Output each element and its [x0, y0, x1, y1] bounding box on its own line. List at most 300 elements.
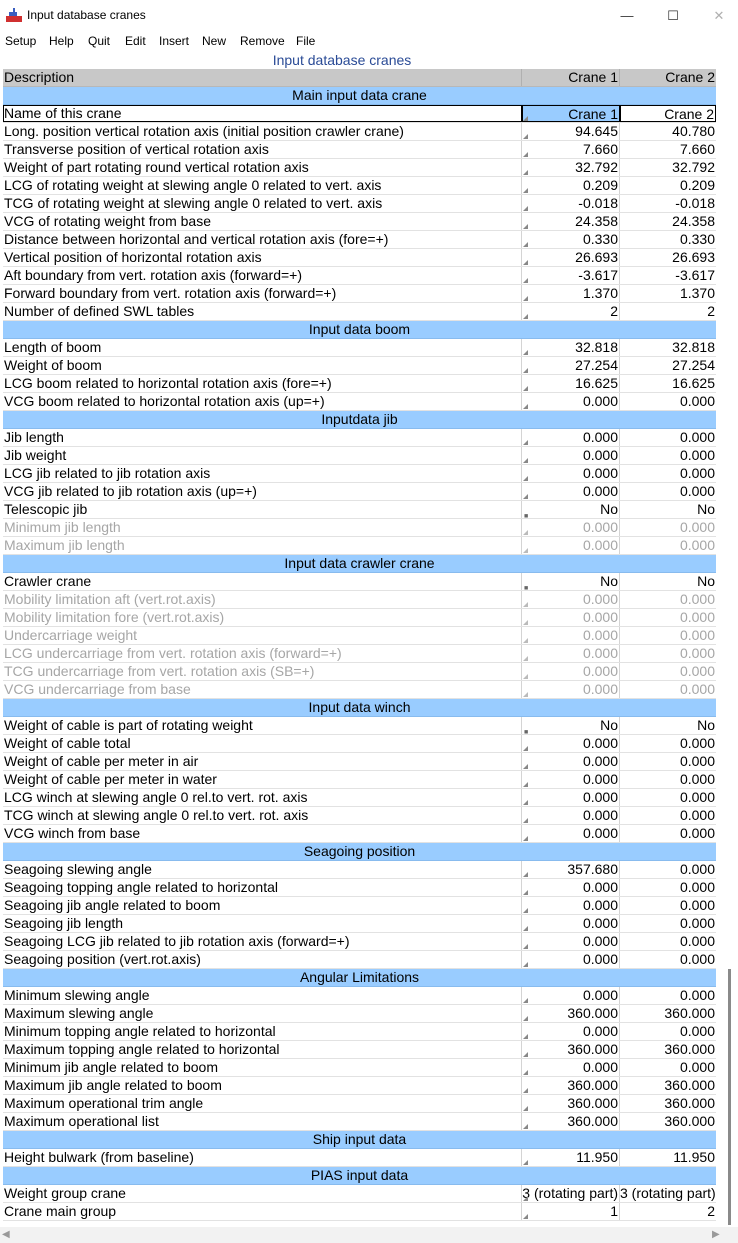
crane-1-value-cell[interactable] — [522, 195, 620, 212]
crane-2-value-cell[interactable] — [620, 249, 716, 266]
edit-corner-icon — [523, 458, 528, 463]
cell-value: 0.000 — [679, 1023, 715, 1039]
crane-2-value-cell — [620, 591, 716, 608]
table-row[interactable] — [3, 771, 716, 789]
edit-corner-icon — [523, 656, 528, 661]
row-label: TCG of rotating weight at slewing angle 0 related to vert. axis — [3, 195, 522, 212]
cell-value: 7.660 — [679, 141, 715, 157]
table-row[interactable] — [3, 825, 716, 843]
crane-2-value-cell[interactable] — [620, 285, 716, 302]
cell-value: 32.792 — [672, 159, 715, 175]
section-header-pias-input-data — [3, 1167, 716, 1185]
crane-2-value-cell[interactable] — [620, 1185, 716, 1202]
crane-1-value-cell[interactable] — [522, 501, 620, 518]
table-row[interactable] — [3, 177, 716, 195]
section-title: Inputdata jib — [321, 411, 398, 427]
table-row[interactable] — [3, 303, 716, 321]
crane-2-value-cell[interactable] — [620, 915, 716, 932]
cell-value: 0.000 — [679, 771, 715, 787]
horizontal-scrollbar[interactable] — [0, 1227, 738, 1243]
edit-corner-icon — [523, 800, 528, 805]
crane-1-value-cell[interactable] — [522, 987, 620, 1004]
crane-1-value-cell[interactable] — [522, 879, 620, 896]
cell-value: 0.000 — [679, 861, 715, 877]
cell-value: 0.000 — [582, 1059, 618, 1075]
crane-2-value-cell[interactable] — [620, 771, 716, 788]
crane-2-value-cell[interactable] — [620, 1077, 716, 1094]
crane-1-value-cell[interactable] — [522, 483, 620, 500]
crane-1-value-cell[interactable] — [522, 339, 620, 356]
crane-2-value-cell[interactable] — [620, 573, 716, 590]
table-row[interactable] — [3, 753, 716, 771]
crane-2-value-cell[interactable] — [620, 861, 716, 878]
table-row[interactable] — [3, 267, 716, 285]
crane-2-value-cell[interactable] — [620, 195, 716, 212]
row-label: TCG undercarriage from vert. rotation axis (SB=+) — [3, 663, 522, 680]
crane-1-value-cell[interactable] — [522, 573, 620, 590]
crane-1-value-cell[interactable] — [522, 465, 620, 482]
row-label: Minimum slewing angle — [3, 987, 522, 1004]
crane-2-value-cell[interactable] — [620, 789, 716, 806]
edit-corner-icon — [523, 1034, 528, 1039]
table-row[interactable] — [3, 105, 716, 123]
crane-2-value-cell[interactable] — [620, 303, 716, 320]
cell-value: 360.000 — [664, 1041, 715, 1057]
cell-value: 0.000 — [582, 609, 618, 625]
cell-value: 3 (rotating part) — [620, 1185, 716, 1201]
menu-setup[interactable]: Setup — [5, 34, 37, 48]
table-row[interactable] — [3, 375, 716, 393]
table-row[interactable] — [3, 933, 716, 951]
cell-value: 40.780 — [672, 123, 715, 139]
scroll-left-arrow-icon[interactable]: ◀ — [2, 1229, 10, 1240]
cell-value: 7.660 — [582, 141, 618, 157]
table-row[interactable] — [3, 681, 716, 699]
row-label: Length of boom — [3, 339, 522, 356]
table-row[interactable] — [3, 501, 716, 519]
crane-1-value-cell[interactable] — [522, 267, 620, 284]
crane-2-value-cell[interactable] — [620, 735, 716, 752]
table-row[interactable] — [3, 789, 716, 807]
crane-2-value-cell[interactable] — [620, 105, 716, 122]
table-row[interactable] — [3, 1041, 716, 1059]
table-row[interactable] — [3, 393, 716, 411]
crane-2-value-cell[interactable] — [620, 753, 716, 770]
row-label: Seagoing jib length — [3, 915, 522, 932]
table-row[interactable] — [3, 465, 716, 483]
crane-2-value-cell[interactable] — [620, 141, 716, 158]
cell-value: -3.617 — [578, 267, 618, 283]
crane-1-value-cell[interactable] — [522, 429, 620, 446]
cell-value: 26.693 — [575, 249, 618, 265]
crane-2-value-cell[interactable] — [620, 213, 716, 230]
cell-value: 24.358 — [575, 213, 618, 229]
crane-1-value-cell[interactable] — [522, 1113, 620, 1130]
crane-2-value-cell[interactable] — [620, 951, 716, 968]
row-label: Maximum jib angle related to boom — [3, 1077, 522, 1094]
edit-corner-icon — [523, 440, 528, 445]
row-label: Seagoing slewing angle — [3, 861, 522, 878]
crane-1-value-cell[interactable] — [522, 753, 620, 770]
table-row[interactable] — [3, 1059, 716, 1077]
cell-value: 2 — [707, 303, 715, 319]
table-row[interactable] — [3, 519, 716, 537]
crane-1-value-cell — [522, 609, 620, 626]
crane-2-value-cell[interactable] — [620, 1041, 716, 1058]
edit-corner-icon — [523, 116, 528, 121]
crane-1-value-cell[interactable] — [522, 1149, 620, 1166]
crane-2-value-cell[interactable] — [620, 717, 716, 734]
cell-value: 26.693 — [672, 249, 715, 265]
table-row[interactable] — [3, 861, 716, 879]
section-header-input-data-crawler-crane — [3, 555, 716, 573]
crane-2-value-cell[interactable] — [620, 879, 716, 896]
crane-1-value-cell — [522, 627, 620, 644]
row-label: Crawler crane — [3, 573, 522, 590]
table-row[interactable] — [3, 1023, 716, 1041]
cell-value: 0.000 — [679, 609, 715, 625]
table-row[interactable] — [3, 429, 716, 447]
crane-2-value-cell[interactable] — [620, 357, 716, 374]
table-row[interactable] — [3, 357, 716, 375]
crane-1-value-cell[interactable] — [522, 915, 620, 932]
crane-1-value-cell[interactable] — [522, 447, 620, 464]
cell-value: 0.000 — [582, 897, 618, 913]
crane-1-value-cell[interactable] — [522, 1095, 620, 1112]
table-row[interactable] — [3, 159, 716, 177]
section-title: Seagoing position — [303, 843, 416, 859]
cell-value: 0.000 — [582, 663, 618, 679]
edit-corner-icon — [523, 386, 528, 391]
row-label: Seagoing jib angle related to boom — [3, 897, 522, 914]
table-row[interactable] — [3, 1149, 716, 1167]
table-row[interactable] — [3, 915, 716, 933]
crane-2-value-cell[interactable] — [620, 1005, 716, 1022]
row-label: Aft boundary from vert. rotation axis (forward=+) — [3, 267, 522, 284]
title-bar — [0, 0, 738, 31]
crane-1-value-cell[interactable] — [522, 771, 620, 788]
cell-value: 0.000 — [679, 951, 715, 967]
crane-2-value-cell[interactable] — [620, 393, 716, 410]
cell-value: 2 — [610, 303, 618, 319]
crane-1-value-cell[interactable] — [522, 123, 620, 140]
table-row[interactable] — [3, 231, 716, 249]
edit-corner-icon — [523, 350, 528, 355]
table-row[interactable] — [3, 249, 716, 267]
table-row[interactable] — [3, 537, 716, 555]
cell-value: 0.000 — [679, 393, 715, 409]
menu-new[interactable]: New — [202, 34, 227, 48]
crane-1-value-cell — [522, 645, 620, 662]
menu-quit[interactable]: Quit — [88, 34, 111, 48]
crane-2-value-cell[interactable] — [620, 447, 716, 464]
cell-value: 16.625 — [575, 375, 618, 391]
crane-2-value-cell[interactable] — [620, 807, 716, 824]
crane-2-value-cell — [620, 663, 716, 680]
table-row[interactable] — [3, 717, 716, 735]
row-label: Seagoing topping angle related to horizontal — [3, 879, 522, 896]
table-row[interactable] — [3, 285, 716, 303]
cell-value: 0.000 — [582, 933, 618, 949]
cell-value: 0.000 — [582, 447, 618, 463]
edit-corner-icon — [523, 152, 528, 157]
table-row[interactable] — [3, 123, 716, 141]
menu-edit[interactable]: Edit — [125, 34, 146, 48]
crane-2-value-cell[interactable] — [620, 1149, 716, 1166]
crane-1-value-cell[interactable] — [522, 1005, 620, 1022]
row-label: TCG winch at slewing angle 0 rel.to vert. rot. axis — [3, 807, 522, 824]
table-row[interactable] — [3, 645, 716, 663]
minimize-button[interactable]: — — [620, 8, 634, 23]
edit-corner-icon — [523, 1124, 528, 1129]
cell-value: 0.000 — [679, 933, 715, 949]
table-row[interactable] — [3, 951, 716, 969]
cell-value: 0.000 — [679, 429, 715, 445]
table-row[interactable] — [3, 1077, 716, 1095]
table-row[interactable] — [3, 627, 716, 645]
crane-2-value-cell[interactable] — [620, 1203, 716, 1220]
cell-value: 11.950 — [576, 1149, 618, 1165]
edit-corner-icon — [523, 476, 528, 481]
cell-value: 0.209 — [582, 177, 618, 193]
menu-help[interactable]: Help — [49, 34, 74, 48]
row-label: Weight of cable is part of rotating weight — [3, 717, 522, 734]
cell-value: 357.680 — [567, 861, 618, 877]
cell-value: 94.645 — [575, 123, 618, 139]
cell-value: 360.000 — [664, 1113, 715, 1129]
cell-value: 0.000 — [582, 879, 618, 895]
table-row[interactable] — [3, 987, 716, 1005]
maximize-button[interactable]: ☐ — [667, 7, 679, 23]
crane-2-value-cell[interactable] — [620, 897, 716, 914]
table-row[interactable] — [3, 141, 716, 159]
edit-corner-icon — [523, 1016, 528, 1021]
menu-insert[interactable]: Insert — [159, 34, 190, 48]
edit-corner-icon — [523, 926, 528, 931]
cell-value: No — [600, 573, 618, 589]
edit-corner-icon — [523, 368, 528, 373]
crane-2-value-cell[interactable] — [620, 483, 716, 500]
cell-value: -0.018 — [675, 195, 715, 211]
row-label: Weight of cable per meter in water — [3, 771, 522, 788]
cell-value: 0.209 — [679, 177, 715, 193]
edit-corner-icon — [523, 1214, 528, 1219]
crane-1-value-cell[interactable] — [522, 1077, 620, 1094]
crane-2-value-cell[interactable] — [620, 465, 716, 482]
row-label: Height bulwark (from baseline) — [3, 1149, 522, 1166]
table-row[interactable] — [3, 879, 716, 897]
crane-2-value-cell — [620, 627, 716, 644]
crane-2-value-cell[interactable] — [620, 267, 716, 284]
crane-1-value-cell[interactable] — [522, 357, 620, 374]
crane-1-value-cell[interactable] — [522, 1059, 620, 1076]
crane-1-value-cell[interactable] — [522, 213, 620, 230]
table-row[interactable] — [3, 1185, 716, 1203]
cell-value: 0.000 — [582, 1023, 618, 1039]
crane-1-value-cell[interactable] — [522, 249, 620, 266]
cell-value: 360.000 — [567, 1113, 618, 1129]
crane-2-value-cell[interactable] — [620, 1059, 716, 1076]
dropdown-marker-icon: ■ — [524, 729, 529, 736]
edit-corner-icon — [523, 836, 528, 841]
crane-2-value-cell[interactable] — [620, 429, 716, 446]
edit-corner-icon — [523, 1052, 528, 1057]
scroll-right-arrow-icon[interactable]: ▶ — [712, 1229, 720, 1240]
crane-1-value-cell[interactable] — [522, 1041, 620, 1058]
row-label: Minimum jib length — [3, 519, 522, 536]
crane-2-value-cell[interactable] — [620, 159, 716, 176]
table-row[interactable] — [3, 483, 716, 501]
crane-1-value-cell[interactable] — [522, 375, 620, 392]
edit-corner-icon — [523, 134, 528, 139]
crane-1-value-cell[interactable] — [522, 825, 620, 842]
crane-2-value-cell — [620, 519, 716, 536]
cell-value: 0.000 — [679, 519, 715, 535]
table-row[interactable] — [3, 735, 716, 753]
crane-1-value-cell[interactable] — [522, 1203, 620, 1220]
header-crane-2[interactable]: Crane 2 — [665, 69, 715, 85]
crane-1-value-cell[interactable] — [522, 861, 620, 878]
header-crane-1[interactable]: Crane 1 — [522, 69, 620, 86]
crane-1-value-cell[interactable] — [522, 393, 620, 410]
table-row[interactable] — [3, 339, 716, 357]
cell-value: 0.000 — [679, 537, 715, 553]
row-label: Telescopic jib — [3, 501, 522, 518]
edit-corner-icon — [523, 872, 528, 877]
crane-1-value-cell[interactable] — [522, 1023, 620, 1040]
crane-1-value-cell[interactable] — [522, 807, 620, 824]
crane-1-value-cell[interactable] — [522, 177, 620, 194]
cell-value: 360.000 — [567, 1095, 618, 1111]
table-row[interactable] — [3, 897, 716, 915]
row-label: VCG boom related to horizontal rotation axis (up=+) — [3, 393, 522, 410]
section-title: Input data crawler crane — [284, 555, 435, 571]
cell-value: 0.000 — [679, 735, 715, 751]
crane-1-value-cell[interactable] — [522, 285, 620, 302]
menu-file[interactable]: File — [296, 34, 316, 48]
cell-value: 0.000 — [582, 951, 618, 967]
cell-value: 0.000 — [582, 807, 618, 823]
cell-value: 0.000 — [679, 447, 715, 463]
crane-2-value-cell[interactable] — [620, 987, 716, 1004]
crane-1-value-cell[interactable] — [522, 105, 620, 122]
edit-corner-icon — [523, 998, 528, 1003]
crane-1-value-cell[interactable] — [522, 141, 620, 158]
cell-value: 0.000 — [582, 681, 618, 697]
cell-value: 0.000 — [582, 753, 618, 769]
cell-value: 2 — [707, 1203, 715, 1219]
crane-2-value-cell[interactable] — [620, 123, 716, 140]
crane-2-value-cell[interactable] — [620, 1113, 716, 1130]
table-row[interactable] — [3, 213, 716, 231]
crane-2-value-cell[interactable] — [620, 375, 716, 392]
header-description[interactable]: Description — [3, 69, 522, 86]
cell-value: 0.000 — [679, 645, 715, 661]
close-button[interactable]: ✕ — [713, 7, 725, 23]
cell-value: 0.000 — [679, 987, 715, 1003]
crane-1-value-cell — [522, 591, 620, 608]
table-row[interactable] — [3, 591, 716, 609]
table-row[interactable] — [3, 1095, 716, 1113]
vertical-scrollbar-thumb[interactable] — [728, 969, 731, 1225]
crane-1-value-cell — [522, 663, 620, 680]
row-label: VCG of rotating weight from base — [3, 213, 522, 230]
table-row[interactable] — [3, 807, 716, 825]
table-row[interactable] — [3, 663, 716, 681]
table-row[interactable] — [3, 1113, 716, 1131]
cell-value: 0.000 — [679, 465, 715, 481]
crane-1-value-cell[interactable] — [522, 789, 620, 806]
table-row[interactable] — [3, 609, 716, 627]
row-label: LCG undercarriage from vert. rotation axis (forward=+) — [3, 645, 522, 662]
crane-2-value-cell[interactable] — [620, 339, 716, 356]
section-title: Main input data crane — [292, 87, 427, 103]
section-title: Ship input data — [312, 1131, 407, 1147]
edit-corner-icon — [523, 170, 528, 175]
cell-value: 0.000 — [582, 627, 618, 643]
table-row[interactable] — [3, 1005, 716, 1023]
crane-1-value-cell[interactable] — [522, 159, 620, 176]
table-row[interactable] — [3, 195, 716, 213]
row-label: Distance between horizontal and vertical rotation axis (fore=+) — [3, 231, 522, 248]
row-label: LCG of rotating weight at slewing angle 0 related to vert. axis — [3, 177, 522, 194]
crane-1-value-cell[interactable] — [522, 303, 620, 320]
crane-2-value-cell[interactable] — [620, 231, 716, 248]
crane-1-value-cell[interactable] — [522, 897, 620, 914]
cell-value: 0.330 — [679, 231, 715, 247]
crane-2-value-cell[interactable] — [620, 825, 716, 842]
crane-2-value-cell[interactable] — [620, 1023, 716, 1040]
menu-remove[interactable]: Remove — [240, 34, 285, 48]
crane-2-value-cell[interactable] — [620, 177, 716, 194]
cell-value: 360.000 — [664, 1095, 715, 1111]
row-label: Number of defined SWL tables — [3, 303, 522, 320]
crane-1-value-cell[interactable] — [522, 1185, 620, 1202]
section-header-main-input-data-crane — [3, 87, 716, 105]
crane-1-value-cell[interactable] — [522, 933, 620, 950]
edit-corner-icon — [523, 638, 528, 643]
table-row[interactable] — [3, 1203, 716, 1221]
cell-value: 0.000 — [582, 825, 618, 841]
edit-corner-icon — [523, 962, 528, 967]
crane-1-value-cell[interactable] — [522, 951, 620, 968]
cell-value: 0.000 — [679, 789, 715, 805]
crane-2-value-cell[interactable] — [620, 1095, 716, 1112]
cell-value: 0.000 — [679, 681, 715, 697]
table-row[interactable] — [3, 573, 716, 591]
table-row[interactable] — [3, 447, 716, 465]
row-label: Weight group crane — [3, 1185, 522, 1202]
cell-value: 0.000 — [679, 807, 715, 823]
crane-1-value-cell[interactable] — [522, 717, 620, 734]
row-label: Seagoing position (vert.rot.axis) — [3, 951, 522, 968]
crane-2-value-cell[interactable] — [620, 933, 716, 950]
crane-1-value-cell[interactable] — [522, 231, 620, 248]
cell-value: No — [600, 717, 618, 733]
cell-value: 0.000 — [679, 1059, 715, 1075]
crane-1-value-cell[interactable] — [522, 735, 620, 752]
cell-value: 0.000 — [679, 663, 715, 679]
grid-header-row — [3, 69, 716, 87]
edit-corner-icon — [523, 818, 528, 823]
cell-value: 0.000 — [582, 789, 618, 805]
cell-value: 32.818 — [575, 339, 618, 355]
dropdown-marker-icon: ■ — [524, 585, 529, 592]
crane-2-value-cell[interactable] — [620, 501, 716, 518]
section-header-inputdata-jib — [3, 411, 716, 429]
cell-value: 0.000 — [679, 879, 715, 895]
cell-value: 11.950 — [673, 1149, 715, 1165]
